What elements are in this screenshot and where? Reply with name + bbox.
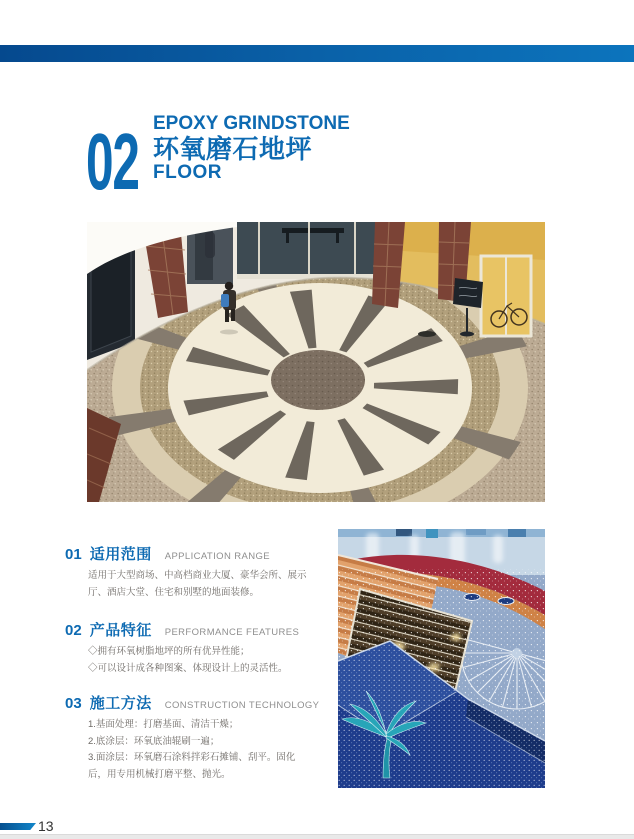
section-body	[65, 717, 314, 783]
atrium-terrazzo-photo	[87, 222, 545, 502]
section-number: 02	[65, 622, 82, 639]
section-body-line: ◇可以设计成各种图案、体现设计上的灵活性。	[88, 662, 288, 674]
footer-bar	[0, 834, 634, 839]
section-performance-features	[65, 619, 337, 677]
blue-terrazzo-palm-photo	[338, 529, 545, 788]
section-body-line: 2.底涂层：环氧底油辊刷一遍；	[88, 735, 220, 747]
section-heading	[65, 543, 337, 564]
chapter-number: 02	[86, 117, 139, 206]
section-title-zh: 适用范围	[89, 546, 152, 563]
section-number: 03	[65, 695, 82, 712]
section-body	[65, 568, 314, 601]
section-title-en: CONSTRUCTION TECHNOLOGY	[164, 700, 320, 711]
section-title-zh: 产品特征	[89, 622, 152, 639]
footer-accent-tab	[0, 823, 36, 830]
chapter-title-block	[153, 114, 350, 182]
page-number: 13	[38, 818, 54, 834]
section-body-line: 1.基面处理：打磨基面、清洁干燥；	[88, 719, 239, 730]
section-title-en: PERFORMANCE FEATURES	[164, 627, 300, 638]
atrium-terrazzo-illustration	[87, 222, 545, 502]
top-accent-bar	[0, 45, 634, 62]
section-heading	[65, 692, 337, 713]
section-title-en: APPLICATION RANGE	[164, 551, 271, 562]
section-body-line: ◇拥有环氧树脂地坪的所有优异性能；	[88, 646, 250, 657]
chapter-title-zh: 环氧磨石地坪	[153, 134, 313, 164]
section-heading	[65, 619, 337, 640]
section-body-line: 适用于大型商场、中高档商业大厦、豪华会所、展示厅、酒店大堂、住宅和别墅的地面装修。	[88, 570, 307, 598]
section-number: 01	[65, 546, 82, 563]
chapter-title-en-top: EPOXY GRINDSTONE	[153, 113, 350, 134]
section-title-zh: 施工方法	[89, 695, 152, 712]
section-construction-technology	[65, 692, 337, 783]
section-body	[65, 644, 314, 677]
section-body-line: 3.面涂层：环氧磨石涂料拌彩石摊铺、刮平。固化后，用专用机械打磨平整、抛光。	[88, 752, 296, 780]
blue-terrazzo-illustration	[338, 529, 545, 788]
section-application-range	[65, 543, 337, 601]
chapter-title-en-bottom: FLOOR	[153, 162, 222, 183]
